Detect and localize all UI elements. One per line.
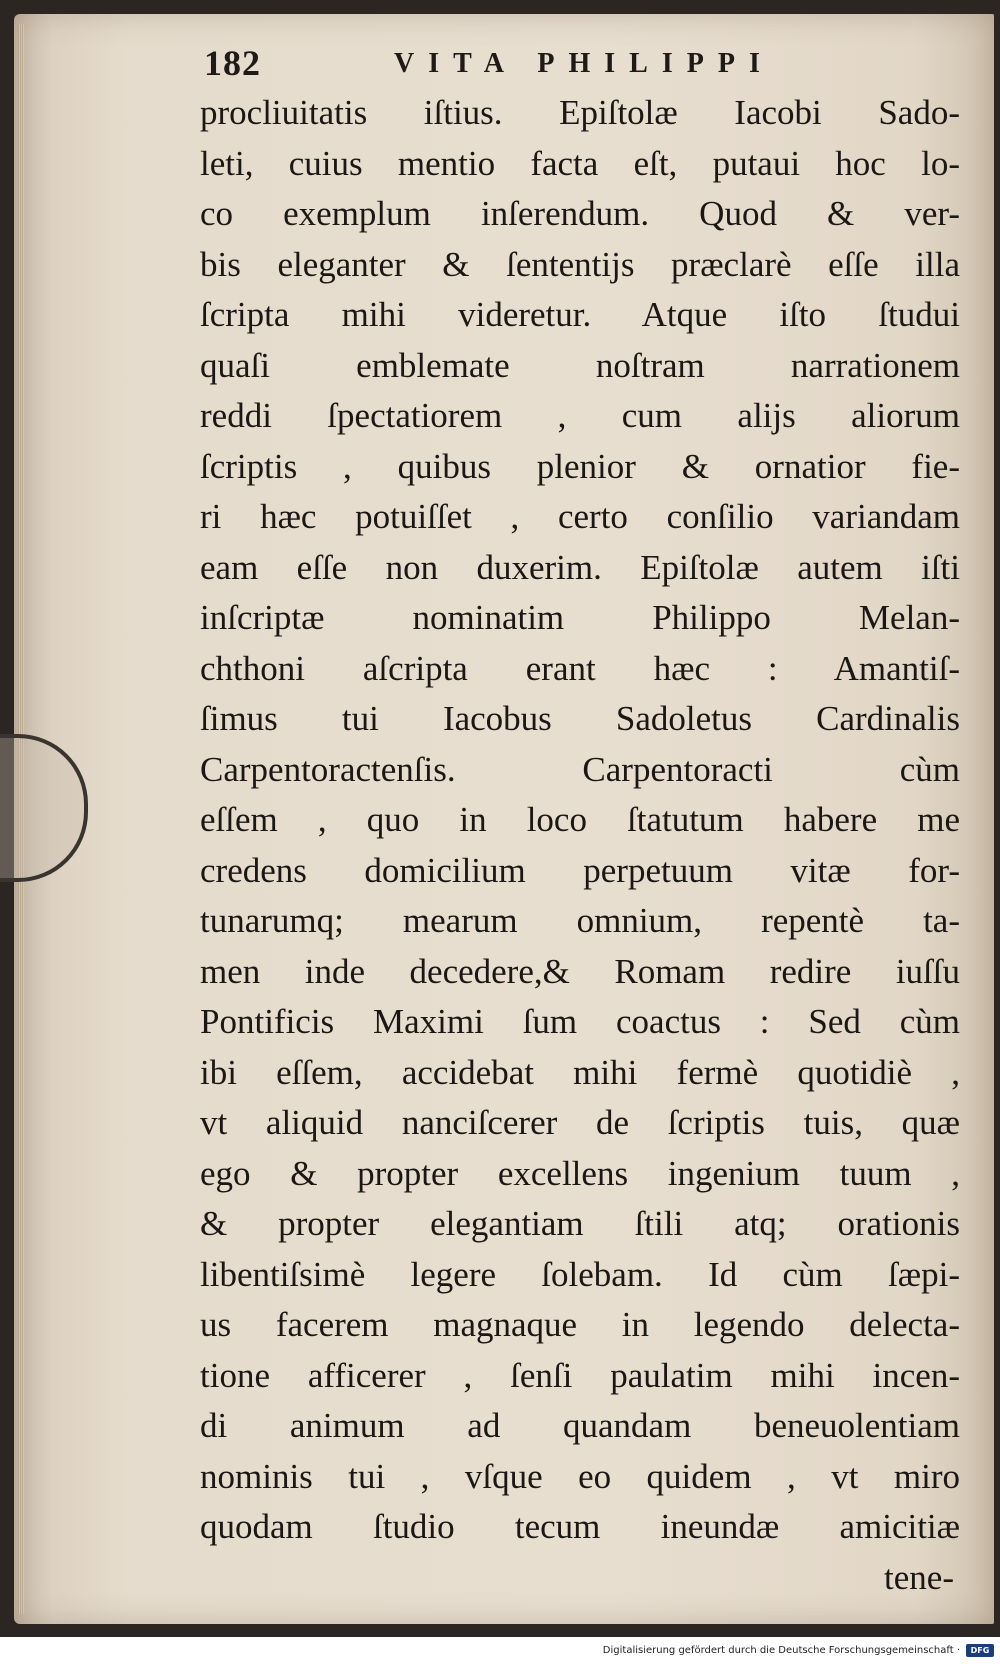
text-line: tione afficerer , ſenſi paulatim mihi incen- (200, 1355, 960, 1395)
catchword: tene- (884, 1557, 954, 1597)
text-line: procliuitatis iſtius. Epiſtolæ Iacobi Sado- (200, 93, 960, 132)
text-line: di animum ad quandam beneuolentiam (200, 1406, 960, 1445)
text-line: credens domicilium perpetuum vitæ for- (200, 850, 960, 890)
clip-mark (0, 734, 88, 882)
text-line: co exemplum inſerendum. Quod & ver- (200, 194, 960, 233)
footer-bar (0, 1637, 1000, 1667)
text-line: quodam ſtudio tecum ineundæ amicitiæ (200, 1507, 960, 1546)
text-line: vt aliquid nanciſcerer de ſcriptis tuis, quæ (200, 1103, 960, 1142)
text-line: eam eſſe non duxerim. Epiſtolæ autem iſti (200, 547, 960, 587)
text-line: bis eleganter & ſententijs præclarè eſſe illa (200, 244, 960, 284)
text-line: men inde decedere,& Romam redire iuſſu (200, 951, 960, 991)
text-line: eſſem , quo in loco ſtatutum habere me (200, 800, 960, 839)
text-line: Carpentoractenſis. Carpentoracti cùm (200, 749, 960, 789)
text-line: inſcriptæ nominatim Philippo Melan- (200, 598, 960, 637)
text-line: reddi ſpectatiorem , cum alijs aliorum (200, 396, 960, 435)
text-line: libentiſsimè legere ſolebam. Id cùm ſæpi- (200, 1254, 960, 1294)
body-text (200, 88, 960, 1603)
text-line: nominis tui , vſque eo quidem , vt miro (200, 1456, 960, 1496)
text-line: tunarumq; mearum omnium, repentè ta- (200, 901, 960, 940)
text-line: ſcriptis , quibus plenior & ornatior fie- (200, 446, 960, 486)
text-line: ſimus tui Iacobus Sadoletus Cardinalis (200, 699, 960, 738)
page-header (204, 42, 884, 88)
dfg-logo-icon: DFG (966, 1644, 994, 1657)
text-line: chthoni aſcripta erant hæc : Amantiſ- (200, 648, 960, 688)
text-line: leti, cuius mentio facta eſt, putaui hoc lo- (200, 143, 960, 183)
text-line: Pontificis Maximi ſum coactus : Sed cùm (200, 1002, 960, 1041)
text-line: quaſi emblemate noſtram narrationem (200, 345, 960, 385)
page-number: 182 (204, 43, 261, 83)
running-title: VITA PHILIPPI (394, 48, 774, 79)
footer-credit: Digitalisierung gefördert durch die Deutsche Forschungsgemeinschaft · (602, 1645, 960, 1656)
text-line: & propter elegantiam ſtili atq; orationis (200, 1204, 960, 1243)
text-line: ri hæc potuiſſet , certo conſilio variandam (200, 497, 960, 536)
text-line: ibi eſſem, accidebat mihi fermè quotidiè , (200, 1052, 960, 1092)
text-line: ego & propter excellens ingenium tuum , (200, 1153, 960, 1193)
text-line: ſcripta mihi videretur. Atque iſto ſtudui (200, 295, 960, 334)
text-line: us facerem magnaque in legendo delecta- (200, 1305, 960, 1344)
